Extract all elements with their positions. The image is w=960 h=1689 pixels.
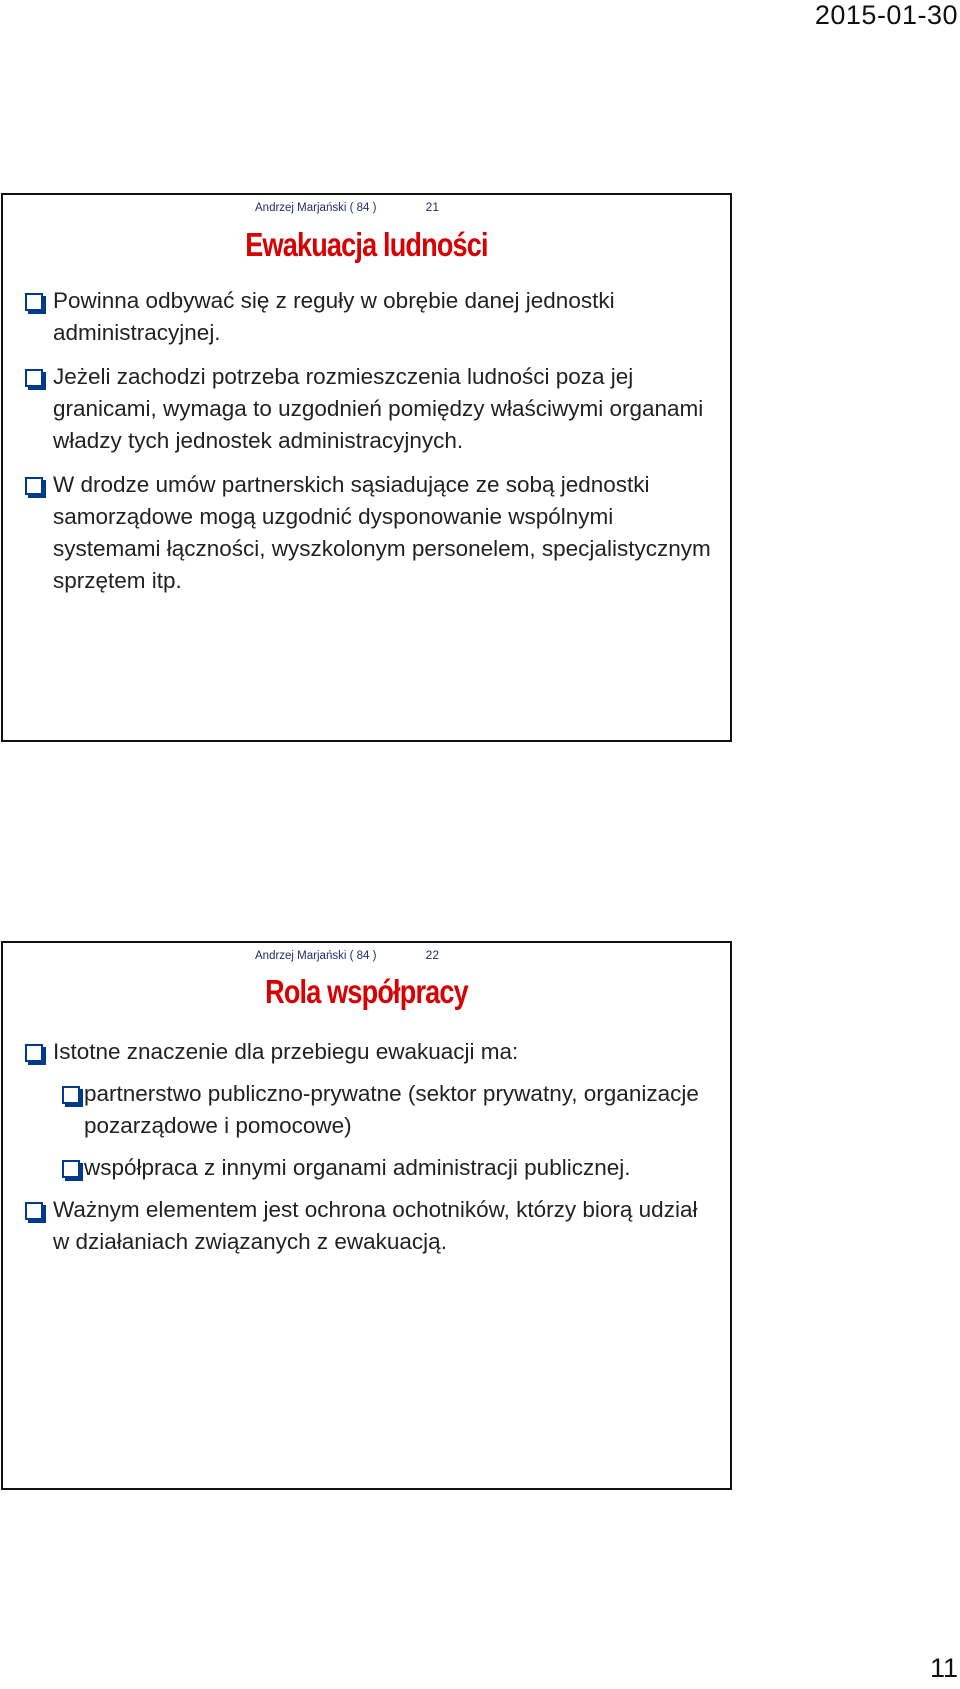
checkbox-bullet-icon [25,293,43,311]
bullet-text: partnerstwo publiczno-prywatne (sektor prywatny, organizacje pozarządowe i pomocowe) [84,1081,699,1138]
checkbox-bullet-icon [25,477,43,495]
bullet-text: Istotne znaczenie dla przebiegu ewakuacji ma: [53,1039,519,1064]
bullet-text: W drodze umów partnerskich sąsiadujące ze sobą jednostki samorządowe mogą uzgodnić dysponowanie wspólnymi systemami łączności, wyszkolonym personelem, specjalistycznym sprzętem itp. [53,472,711,593]
checkbox-bullet-icon [62,1160,80,1178]
sub-bullet-item [3,1078,730,1142]
slide-title: Ewakuacja ludności [245,226,488,263]
slide-header [255,948,439,963]
bullet-list [3,1036,730,1271]
bullet-item [3,285,730,349]
bullet-item [3,361,730,457]
checkbox-bullet-icon [25,1202,43,1220]
bullet-item [3,1194,730,1258]
bullet-item [3,469,730,597]
page-date: 2015-01-30 [814,0,958,30]
bullet-list [3,285,730,610]
slide-header [255,200,439,215]
slide-22 [1,941,732,1490]
bullet-text: Jeżeli zachodzi potrzeba rozmieszczenia ludności poza jej granicami, wymaga to uzgodnień pomiędzy właściwymi organami władzy tych jednostek administracyjnych. [53,364,704,453]
slide-number: 21 [425,200,439,214]
bullet-text: współpraca z innymi organami administracji publicznej. [84,1155,631,1180]
slide-21 [1,193,732,742]
bullet-text: Powinna odbywać się z reguły w obrębie danej jednostki administracyjnej. [53,288,615,345]
checkbox-bullet-icon [62,1086,80,1104]
checkbox-bullet-icon [25,1044,43,1062]
bullet-item [3,1036,730,1068]
slide-number: 22 [425,948,439,962]
page-number: 11 [929,1653,958,1683]
sub-bullet-item [3,1152,730,1184]
slide-author: Andrzej Marjański ( 84 ) [255,202,377,214]
slide-author: Andrzej Marjański ( 84 ) [255,950,377,962]
checkbox-bullet-icon [25,369,43,387]
bullet-text: Ważnym elementem jest ochrona ochotników, którzy biorą udział w działaniach związanych z ewakuacją. [53,1197,698,1254]
slide-title: Rola współpracy [265,973,468,1010]
